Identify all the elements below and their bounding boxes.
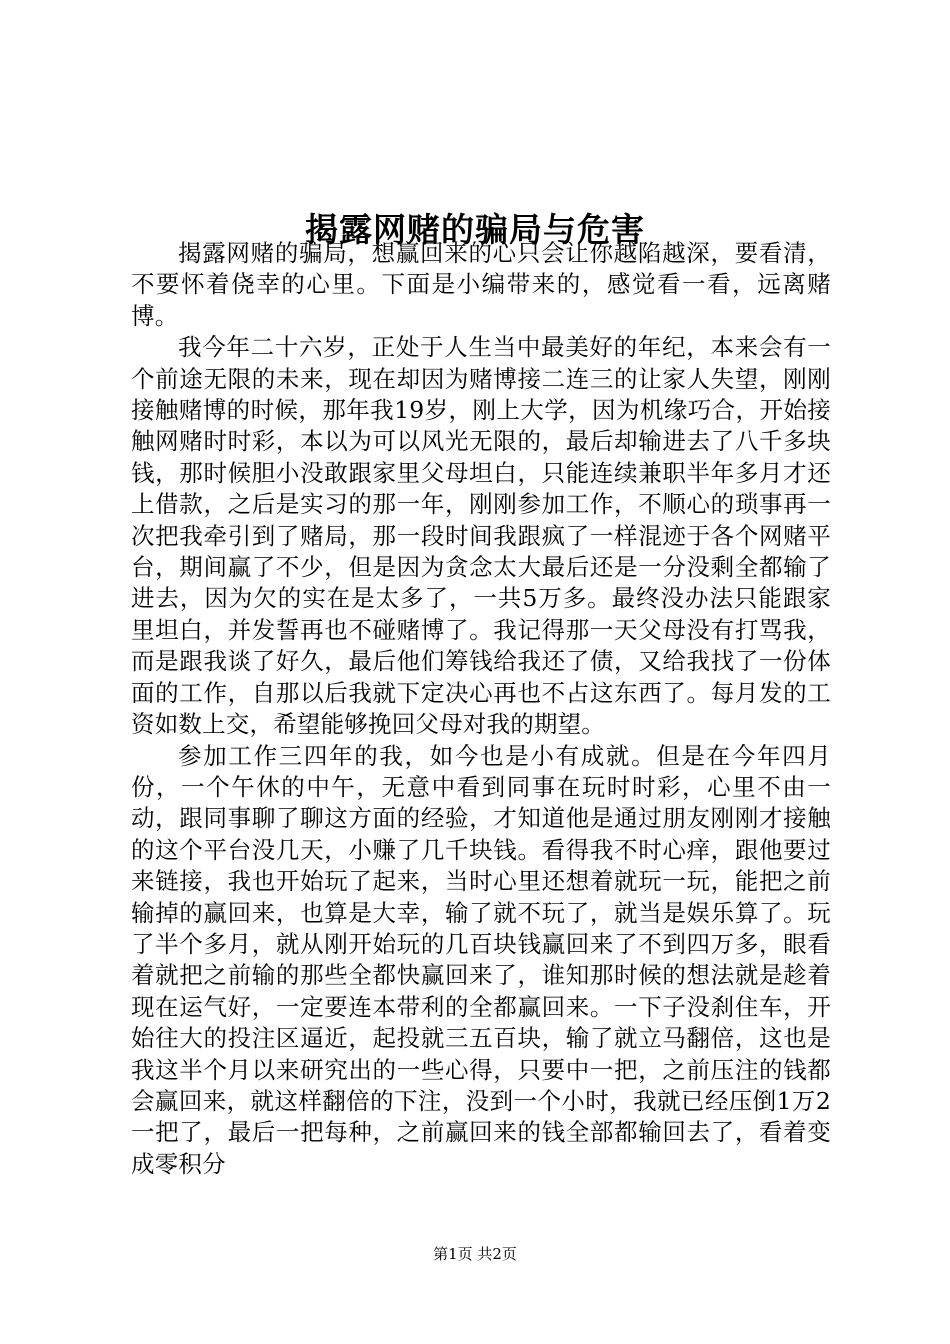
paragraph-story-2: 参加工作三四年的我，如今也是小有成就。但是在今年四月份，一个午休的中午，无意中看到同事在玩时时彩，心里不由一动，跟同事聊了聊这方面的经验，才知道他是通过朋友刚刚才接触的这个平台没几天，小赚了几千块钱。看得我不时心痒，跟他要过来链接，我也开始玩了起来，当时心里还想着就玩一玩，能把之前输掉的赢回来，也算是大幸，输了就不玩了，就当是娱乐算了。玩了半个多月，就从刚开始玩的几百块钱赢回来了不到四万多，眼看着就把之前输的那些全都快赢回来了，谁知那时候的想法就是趁着现在运气好，一定要连本带利的全都赢回来。一下子没刹住车，开始往大的投注区逼近，起投就三五百块，输了就立马翻倍，这也是我这半个月以来研究出的一些心得，只要中一把，之前压注的钱都会赢回来，就这样翻倍的下注，没到一个小时，我就已经压倒1万2一把了，最后一把每种，之前赢回来的钱全部都输回去了，看着变成零积分 [131,741,831,1178]
paragraph-story-1: 我今年二十六岁，正处于人生当中最美好的年纪，本来会有一个前途无限的未来，现在却因为赌博接二连三的让家人失望，刚刚接触赌博的时候，那年我19岁，刚上大学，因为机缘巧合，开始接触网赌时时彩，本以为可以风光无限的，最后却输进去了八千多块钱，那时候胆小没敢跟家里父母坦白，只能连续兼职半年多月才还上借款，之后是实习的那一年，刚刚参加工作，不顺心的琐事再一次把我牵引到了赌局，那一段时间我跟疯了一样混迹于各个网赌平台，期间赢了不少，但是因为贪念太大最后还是一分没剩全都输了进去，因为欠的实在是太多了，一共5万多。最终没办法只能跟家里坦白，并发誓再也不碰赌博了。我记得那一天父母没有打骂我，而是跟我谈了好久，最后他们筹钱给我还了债，又给我找了一份体面的工作，自那以后我就下定决心再也不占这东西了。每月发的工资如数上交，希望能够挽回父母对我的期望。 [131,333,831,739]
page-number-footer: 第1页 共2页 [433,1245,517,1263]
document-title: 揭露网赌的骗局与危害 [305,210,645,250]
paragraph-intro: 揭露网赌的骗局，想赢回来的心只会让你越陷越深，要看清，不要怀着侥幸的心里。下面是小编带来的，感觉看一看，远离赌博。 [131,239,831,330]
document-body [131,238,831,1180]
